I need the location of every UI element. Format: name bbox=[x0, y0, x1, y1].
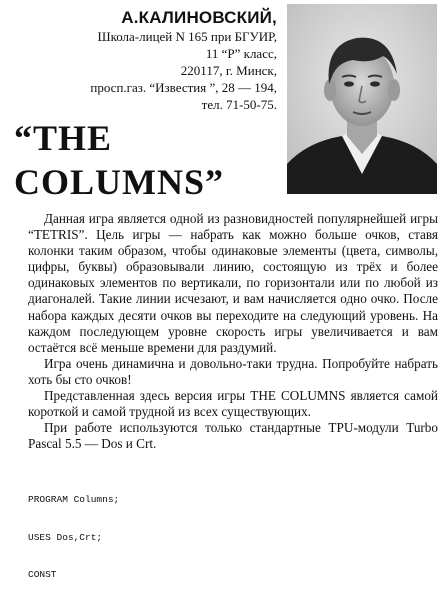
title-line-2: COLUMNS” bbox=[14, 162, 225, 202]
author-name: А.КАЛИНОВСКИЙ, bbox=[121, 8, 277, 27]
paragraph: Данная игра является одной из разновидностей популярнейшей игры “TETRIS”. Цель игры — набрать как можно больше очков, ставя колонки таким образом, чтобы одинаковые элементы (цвета, символы, цифры, буквы) образовывали линию, состоящую из трёх и более одинаковых элементов по вертикали, по горизонтали или по любой из диагоналей. Такие линии исчезают, и вам начисляется одно очко. После набора каждых десяти очков вы переходите на следующий уровень. На каждом последующем уровне скорость игры увеличивается и вам остаётся всё меньше времени для раздумий. bbox=[28, 211, 438, 355]
code-line: PROGRAM Columns; bbox=[28, 494, 120, 505]
author-school: Школа-лицей N 165 при БГУИР, bbox=[97, 29, 277, 44]
code-line: USES Dos,Crt; bbox=[28, 531, 103, 543]
article-body bbox=[28, 211, 438, 452]
author-block bbox=[55, 8, 277, 113]
paragraph: При работе используются только стандартные TPU-модули Turbo Pascal 5.5 — Dos и Crt. bbox=[28, 420, 438, 452]
paragraph: Представленная здесь версия игры THE COLUMNS является самой короткой и самой трудной из всех существующих. bbox=[28, 388, 438, 420]
title-line-1: “THE bbox=[14, 118, 113, 158]
author-city: 220117, г. Минск, bbox=[180, 63, 277, 78]
paragraph: Игра очень динамична и довольно-таки трудна. Попробуйте набрать хоть бы сто очков! bbox=[28, 355, 438, 387]
code-listing bbox=[28, 469, 428, 594]
code-line: CONST bbox=[28, 569, 57, 580]
portrait-photo bbox=[287, 4, 437, 194]
author-class: 11 “Р” класс, bbox=[205, 46, 277, 61]
author-phone: тел. 71-50-75. bbox=[201, 97, 277, 112]
article-title bbox=[14, 116, 284, 204]
author-address: просп.газ. “Известия ”, 28 — 194, bbox=[90, 80, 277, 95]
